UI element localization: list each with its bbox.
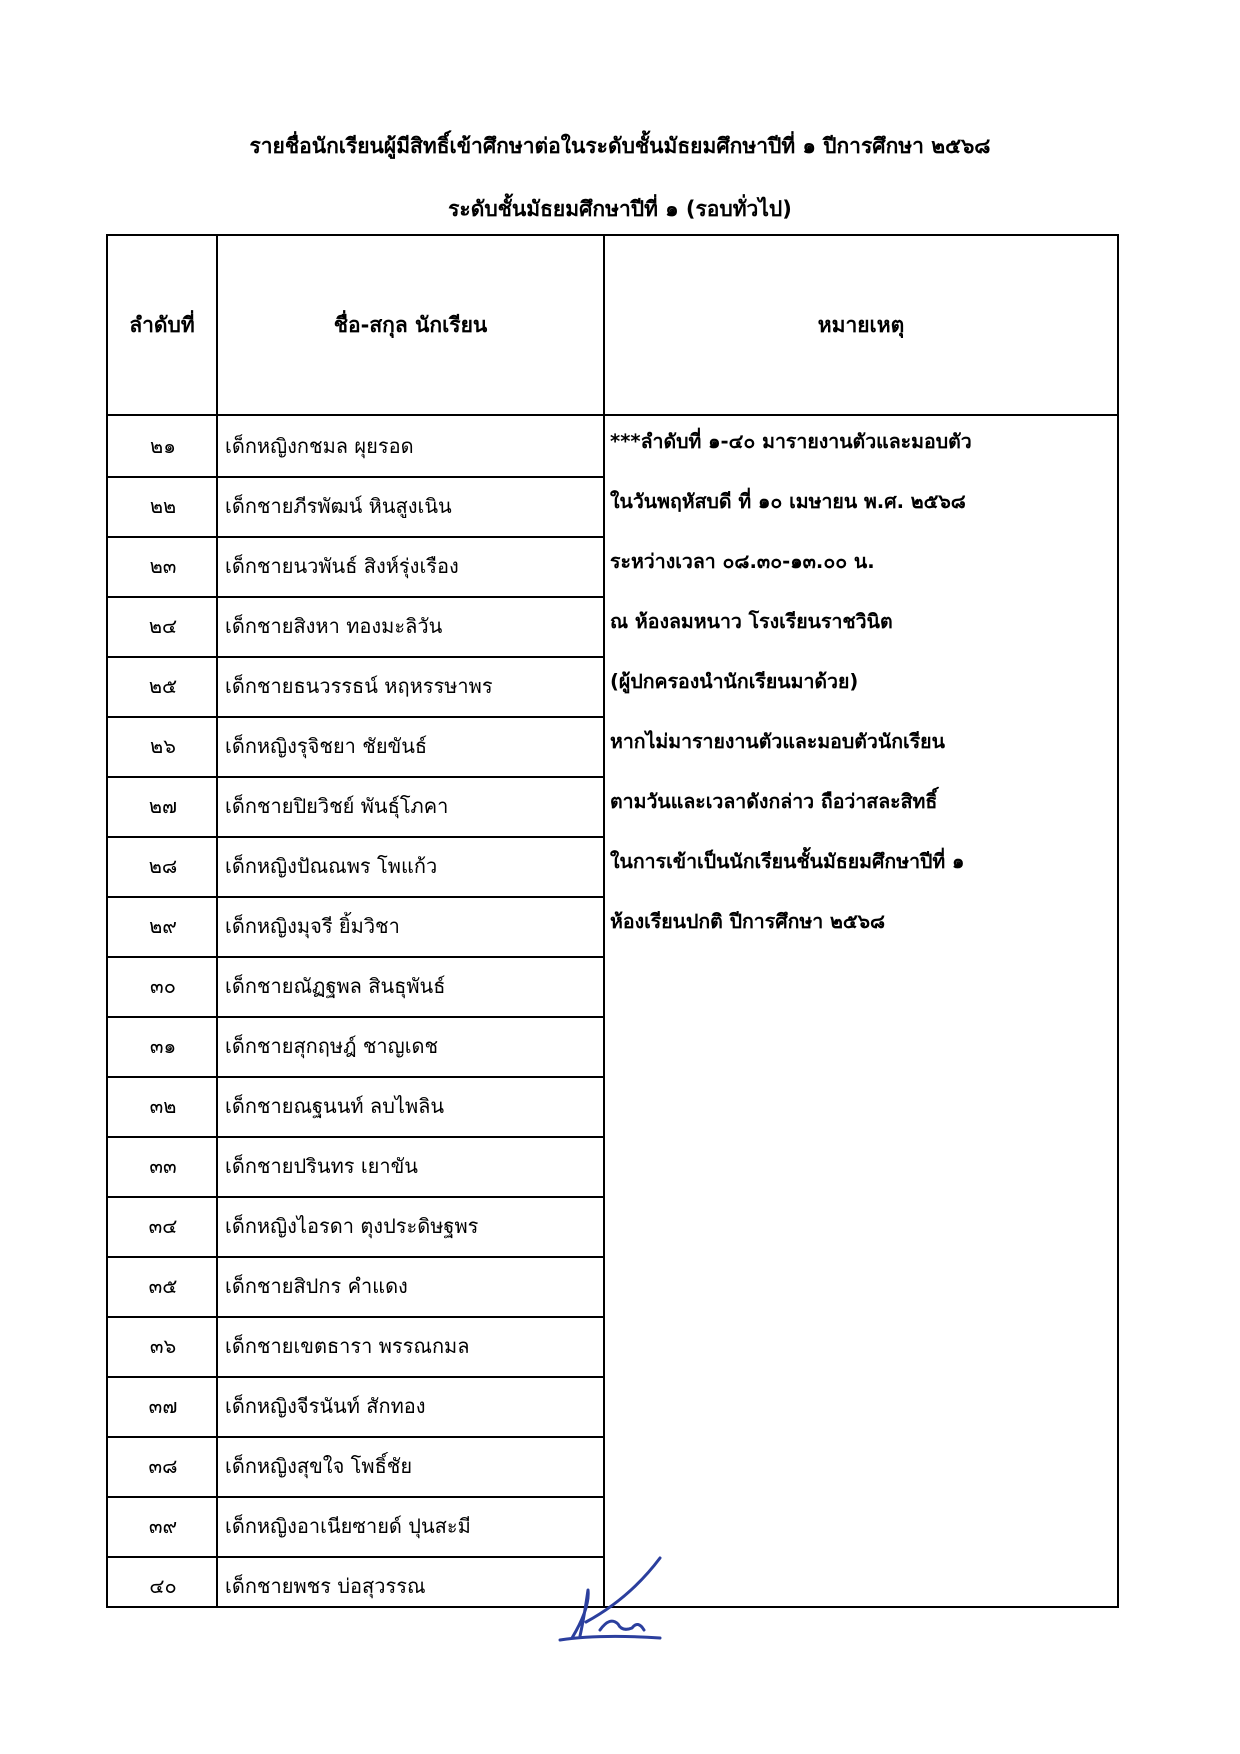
header-name: ชื่อ-สกุล นักเรียน [333, 312, 488, 337]
student-name: เด็กหญิงสุขใจ โพธิ์ชัย [225, 1454, 413, 1478]
document-subtitle: ระดับชั้นมัธยมศึกษาปีที่ ๑ (รอบทั่วไป) [448, 197, 792, 221]
row-number: ๒๓ [149, 554, 177, 578]
remark-line: ณ ห้องลมหนาว โรงเรียนราชวินิต [610, 610, 893, 633]
row-number: ๓๔ [148, 1214, 178, 1238]
row-number: ๓๖ [149, 1334, 177, 1358]
row-number: ๔๐ [149, 1574, 177, 1598]
student-name: เด็กชายพชร บ่อสุวรรณ [225, 1574, 426, 1598]
remark-line: (ผู้ปกครองนำนักเรียนมาด้วย) [610, 670, 859, 693]
remark-line: ในการเข้าเป็นนักเรียนชั้นมัธยมศึกษาปีที่ ๑ [610, 850, 965, 873]
student-table [106, 234, 1119, 1608]
student-name: เด็กหญิงไอรดา ตุงประดิษฐพร [225, 1214, 479, 1238]
remark-line: ระหว่างเวลา ๐๘.๓๐-๑๓.๐๐ น. [610, 550, 875, 573]
student-name: เด็กหญิงรุจิชยา ชัยขันธ์ [225, 734, 428, 758]
student-name: เด็กชายปิยวิชย์ พันธุ์โภคา [225, 794, 449, 818]
student-name: เด็กชายสิงหา ทองมะลิวัน [225, 614, 443, 638]
signature [540, 1548, 690, 1648]
student-name: เด็กชายภีรพัฒน์ หินสูงเนิน [225, 494, 452, 518]
student-name: เด็กชายสิปกร คำแดง [225, 1274, 408, 1298]
remark-line: หากไม่มารายงานตัวและมอบตัวนักเรียน [610, 730, 945, 753]
row-number: ๒๑ [150, 434, 176, 458]
remark-line: ตามวันและเวลาดังกล่าว ถือว่าสละสิทธิ์ [610, 790, 938, 813]
header-number: ลำดับที่ [129, 312, 195, 337]
student-name: เด็กหญิงมุจรี ยิ้มวิชา [225, 914, 400, 938]
row-number: ๓๘ [148, 1454, 178, 1478]
student-name: เด็กหญิงกชมล ผุยรอด [225, 434, 414, 458]
row-number: ๓๒ [149, 1094, 177, 1118]
student-name: เด็กชายนวพันธ์ สิงห์รุ่งเรือง [225, 554, 459, 578]
row-number: ๒๖ [150, 734, 176, 758]
student-name: เด็กหญิงอาเนียซายด์ ปุนสะมี [225, 1514, 471, 1538]
row-number: ๓๕ [148, 1274, 178, 1298]
row-number: ๓๓ [149, 1154, 177, 1178]
header-remark: หมายเหตุ [817, 312, 905, 337]
row-number: ๓๗ [148, 1394, 178, 1418]
row-number: ๓๙ [148, 1514, 178, 1538]
row-number: ๒๕ [148, 674, 178, 698]
row-number: ๒๒ [149, 494, 177, 518]
remark-line: ห้องเรียนปกติ ปีการศึกษา ๒๕๖๘ [610, 910, 886, 933]
remark-line: ***ลำดับที่ ๑-๔๐ มารายงานตัวและมอบตัว [610, 430, 972, 453]
student-name: เด็กหญิงปัณณพร โพแก้ว [225, 854, 438, 878]
row-number: ๒๔ [148, 614, 178, 638]
student-name: เด็กหญิงจีรนันท์ สักทอง [225, 1394, 426, 1418]
row-number: ๒๘ [148, 854, 178, 878]
row-number: ๓๐ [150, 974, 176, 998]
row-number: ๒๗ [148, 794, 178, 818]
remark-line: ในวันพฤหัสบดี ที่ ๑๐ เมษายน พ.ศ. ๒๕๖๘ [610, 490, 966, 513]
document-title: รายชื่อนักเรียนผู้มีสิทธิ์เข้าศึกษาต่อในระดับชั้นมัธยมศึกษาปีที่ ๑ ปีการศึกษา ๒๕๖๘ [249, 134, 991, 158]
row-number: ๓๑ [149, 1034, 177, 1058]
student-name: เด็กชายณฐนนท์ ลบไพลิน [225, 1094, 445, 1118]
student-name: เด็กชายสุกฤษฎ์ ชาญเดช [225, 1034, 439, 1058]
student-name: เด็กชายปรินทร เยาขัน [225, 1154, 418, 1178]
student-name: เด็กชายเขตธารา พรรณกมล [225, 1334, 470, 1358]
student-name: เด็กชายธนวรรธน์ หฤหรรษาพร [225, 674, 493, 698]
student-name: เด็กชายณัฏฐพล สินธุพันธ์ [225, 974, 446, 998]
row-number: ๒๙ [149, 914, 177, 938]
